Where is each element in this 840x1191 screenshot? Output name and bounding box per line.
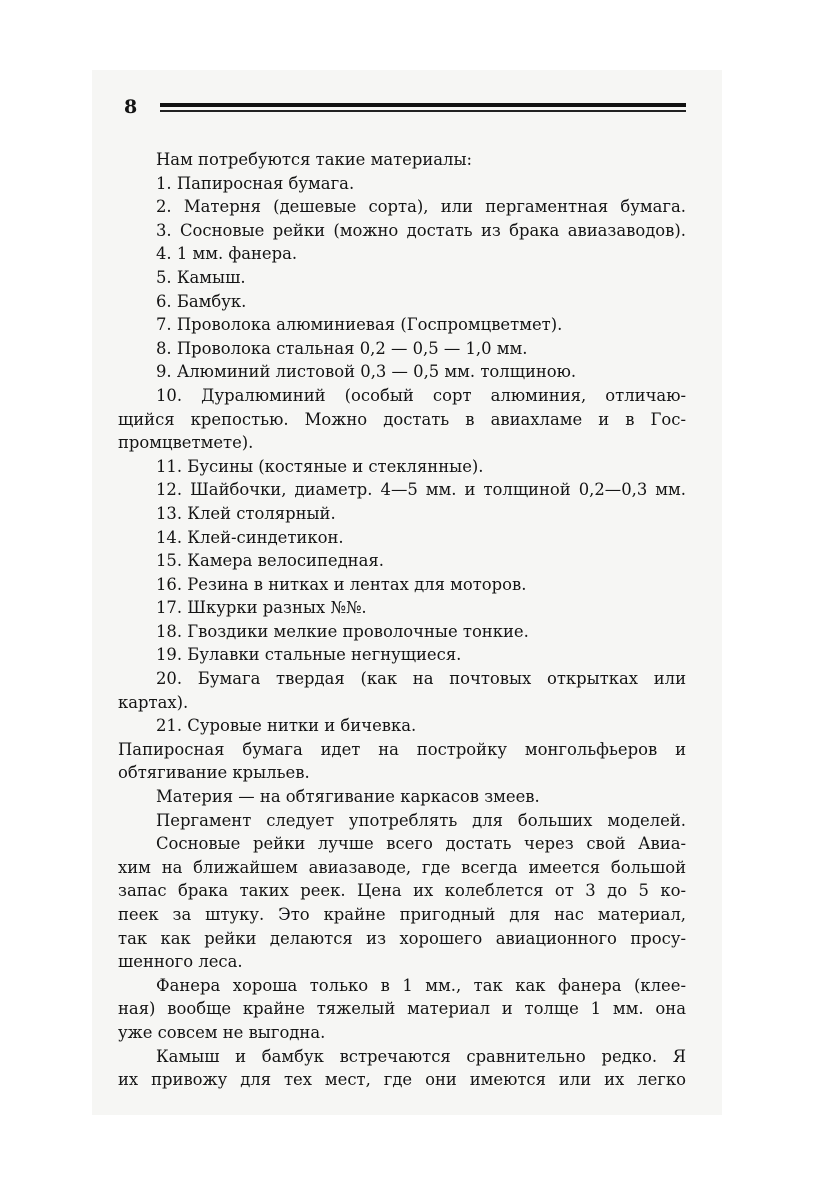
text-line: 12. Шайбочки, диаметр. 4—5 мм. и толщиной 0,2—0,3 мм. xyxy=(156,480,686,500)
text-line: Папиросная бумага идет на постройку монгольфьеров и xyxy=(118,739,686,759)
text-line: 5. Камыш. xyxy=(156,267,246,287)
text-line: Нам потребуются такие материалы: xyxy=(156,150,473,169)
text-line: щийся крепостью. Можно достать в авиахламе и в Гос- xyxy=(118,409,686,429)
text-line: 1. Папиросная бумага. xyxy=(156,173,355,193)
text-line: 11. Бусины (костяные и стеклянные). xyxy=(156,456,484,476)
body-text xyxy=(118,148,686,1092)
text-line: 19. Булавки стальные негнущиеся. xyxy=(156,645,462,665)
text-line: 17. Шкурки разных №№. xyxy=(156,598,367,618)
text-line: уже совсем не выгодна. xyxy=(118,1022,326,1042)
text-line: так как рейки делаются из хорошего авиационного просу- xyxy=(118,928,686,948)
text-line: картах). xyxy=(118,692,189,712)
text-line: Пергамент следует употреблять для больших моделей. xyxy=(156,810,686,830)
text-line: 3. Сосновые рейки (можно достать из брака авиазаводов). xyxy=(156,220,686,240)
text-line: обтягивание крыльев. xyxy=(118,763,310,783)
text-line: ная) вообще крайне тяжелый материал и толще 1 мм. она xyxy=(118,999,686,1019)
text-line: 16. Резина в нитках и лентах для моторов. xyxy=(156,574,527,594)
header-rule-thin xyxy=(160,110,686,112)
text-line: промцветмете). xyxy=(118,433,254,453)
text-line: 20. Бумага твердая (как на почтовых открытках или xyxy=(156,669,686,689)
text-line: Сосновые рейки лучше всего достать через свой Авиа- xyxy=(156,834,686,854)
text-line: Фанера хороша только в 1 мм., так как фанера (клее- xyxy=(156,975,686,995)
text-line: 18. Гвоздики мелкие проволочные тонкие. xyxy=(156,621,529,641)
text-line: 15. Камера велосипедная. xyxy=(156,551,384,571)
text-line: 13. Клей столярный. xyxy=(156,503,336,523)
text-line: 8. Проволока стальная 0,2 — 0,5 — 1,0 мм. xyxy=(156,338,528,358)
text-line: их привожу для тех мест, где они имеются или их легко xyxy=(118,1070,686,1090)
page-number: 8 xyxy=(124,96,138,118)
text-line: 10. Дуралюминий (особый сорт алюминия, отличаю- xyxy=(156,385,686,405)
text-line: 6. Бамбук. xyxy=(156,291,247,311)
text-line: запас брака таких реек. Цена их колеблется от 3 до 5 ко- xyxy=(118,881,686,901)
text-line: 21. Суровые нитки и бичевка. xyxy=(156,716,417,736)
text-line: шенного леса. xyxy=(118,952,243,972)
text-line: Материя — на обтягивание каркасов змеев. xyxy=(156,787,540,807)
text-line: Камыш и бамбук встречаются сравнительно редко. Я xyxy=(156,1046,686,1066)
text-line: 4. 1 мм. фанера. xyxy=(156,244,298,264)
text-line: 2. Матерня (дешевые сорта), или пергаментная бумага. xyxy=(156,197,686,217)
text-line: хим на ближайшем авиазаводе, где всегда имеется большой xyxy=(118,857,686,877)
text-line: 9. Алюминий листовой 0,3 — 0,5 мм. толщиною. xyxy=(156,362,577,382)
header-rule-thick xyxy=(160,103,686,107)
text-line: пеек за штуку. Это крайне пригодный для нас материал, xyxy=(118,905,686,924)
text-line: 7. Проволока алюминиевая (Госпромцветмет). xyxy=(156,315,563,335)
text-line: 14. Клей-синдетикон. xyxy=(156,527,344,547)
